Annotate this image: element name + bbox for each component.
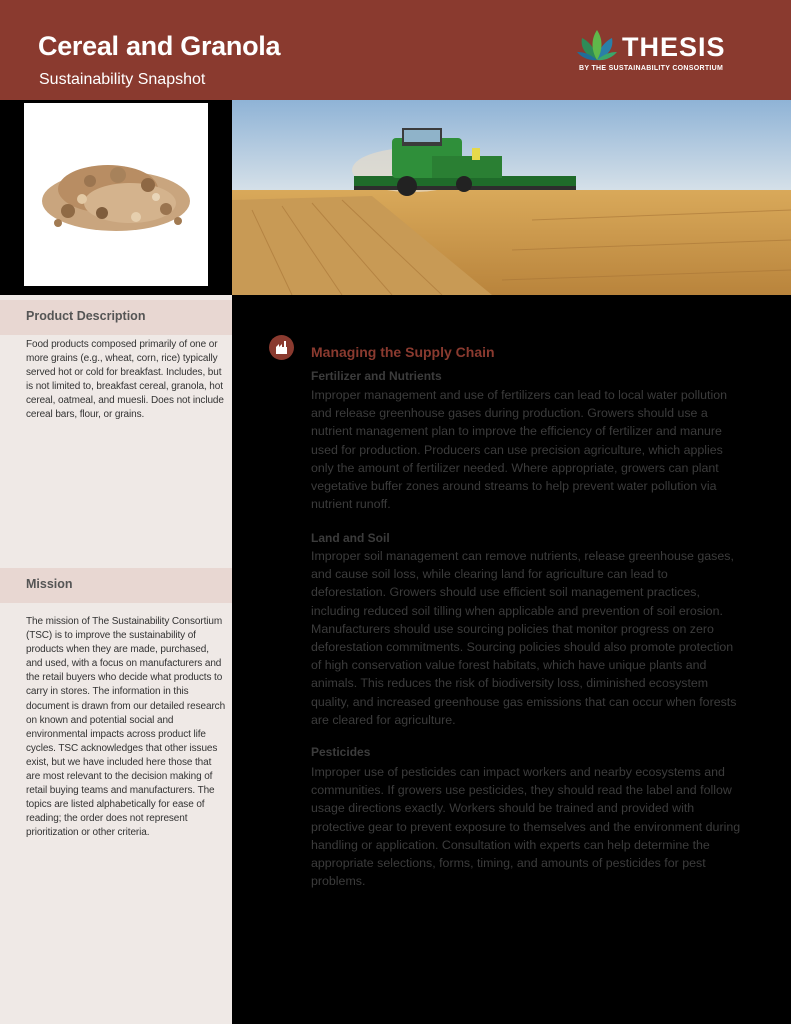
topic-text: Improper soil management can remove nutrients, release greenhouse gases, and cause soil loss, while clearing land for agriculture can lead to deforestation. Growers should use efficient soil management practices, including reduced soil tilling when applicable and prevention of soil erosion. Manufacturers should use sourcing policies that monitor progress on zero deforestation commitments. Sourcing policies should also promote protection of high conservation value forest habitats, which have unique plants and animals. This reduces the risk of biodiversity loss, diminished ecosystem quality, and increased greenhouse gas emissions that can occur when forests are cleared for agriculture. (311, 549, 737, 727)
mission-text: The mission of The Sustainability Consortium (TSC) is to improve the sustainability of products when they are made, purchased, and used, with a focus on manufacturers and the retail buyers who decide what products to carry in stores. The information in this document is drawn from our detailed research on known and potential social and environmental impacts across product life cycles. TSC acknowledges that other issues exist, but we have included here those that are most relevant to the decision making of retail buying teams and manufacturers. The topics are listed alphabetically for ease of reading; the order does not represent prioritization or other criteria. (26, 616, 226, 839)
product-image (24, 103, 208, 286)
topic-heading: Fertilizer and Nutrients (311, 369, 442, 383)
wheat-field-harvest-image (232, 100, 791, 295)
topic-heading: Land and Soil (311, 531, 390, 545)
page-title: Cereal and Granola (38, 31, 281, 61)
product-description-heading: Product Description (26, 309, 146, 323)
page-subtitle: Sustainability Snapshot (39, 71, 206, 88)
granola-image (38, 151, 194, 237)
product-description-heading-bar (0, 300, 232, 335)
leaf-logo-icon (576, 28, 618, 62)
main-content (232, 295, 791, 1024)
topic-heading: Pesticides (311, 745, 371, 759)
logo-wordmark: THESIS (622, 32, 726, 62)
logo-tagline: BY THE SUSTAINABILITY CONSORTIUM (579, 65, 724, 72)
factory-icon (269, 335, 294, 360)
section-title: Managing the Supply Chain (311, 344, 495, 360)
product-description-text: Food products composed primarily of one or more grains (e.g., wheat, corn, rice) typically served hot or cold for breakfast. Includes, but is not limited to, breakfast cereal, granola, hot cereal, oatmeal, and muesli. Does not include cereal bars, flour, or grains. (26, 339, 224, 421)
thesis-logo (576, 28, 746, 76)
sidebar (0, 295, 232, 1024)
page-header (0, 0, 791, 100)
mission-heading: Mission (26, 577, 73, 591)
photo-row (0, 100, 791, 295)
topic-text: Improper management and use of fertilizers can lead to local water pollution and release greenhouse gases during production. Growers should use a nutrient management plan to improve the efficiency of fertilizer and manure used for production. Producers can use precision agriculture, which applies only the amount of fertilizer needed. Where appropriate, growers can plant vegetative buffer zones around streams to help prevent water pollution via nutrient runoff. (311, 388, 727, 512)
topic-text: Improper use of pesticides can impact workers and nearby ecosystems and communities. If growers use pesticides, they should read the label and follow usage directions exactly. Workers should be trained and provided with protective gear to prevent exposure to themselves and the environment during handling or application. Consultation with experts can help determine the appropriate selections, forms, timing, and amounts of pesticides for pest problems. (311, 765, 741, 889)
mission-heading-bar (0, 568, 232, 603)
